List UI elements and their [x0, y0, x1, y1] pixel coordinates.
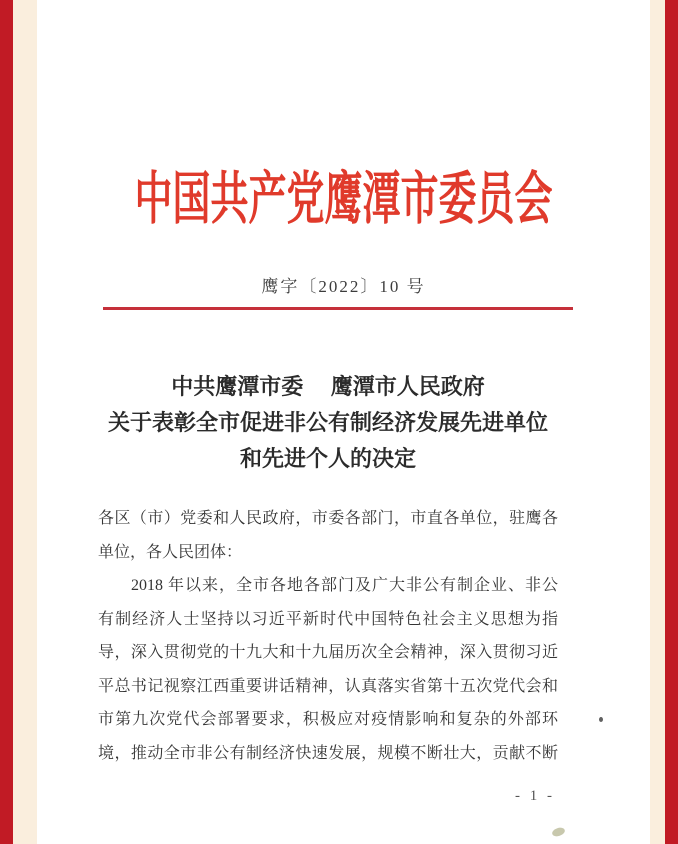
body-line: 市第九次党代会部署要求，积极应对疫情影响和复杂的外部环	[98, 711, 558, 728]
body-line: 平总书记视察江西重要讲话精神，认真落实省第十五次党代会和	[98, 677, 558, 695]
salutation-line: 各区（市）党委和人民政府，市委各部门，市直各单位，驻鹰各	[98, 510, 558, 527]
body-line: 2018 年以来，全市各地各部门及广大非公有制企业、非公	[131, 577, 558, 594]
scan-speck	[551, 826, 566, 838]
salutation-line: 单位，各人民团体：	[98, 543, 243, 561]
issuing-org-header: 中国共产党鹰潭市委员会	[134, 168, 553, 232]
document-page	[37, 0, 650, 844]
body-line: 境，推动全市非公有制经济快速发展，规模不断壮大，贡献不断	[98, 744, 558, 762]
title-line-1: 中共鹰潭市委 鹰潭市人民政府	[171, 374, 485, 399]
body-line: 导，深入贯彻党的十九大和十九届历次全会精神，深入贯彻习近	[98, 644, 558, 661]
document-title	[98, 369, 558, 477]
document-number: 鹰字〔2022〕10 号	[261, 277, 426, 296]
title-line-2: 关于表彰全市促进非公有制经济发展先进单位	[107, 410, 548, 435]
body-line: 有制经济人士坚持以习近平新时代中国特色社会主义思想为指	[98, 610, 558, 628]
red-header-rule	[103, 307, 573, 310]
scan-speck	[599, 717, 603, 722]
page-number: - 1 -	[515, 788, 555, 804]
document-body	[98, 502, 558, 770]
title-line-3: 和先进个人的决定	[239, 446, 416, 471]
